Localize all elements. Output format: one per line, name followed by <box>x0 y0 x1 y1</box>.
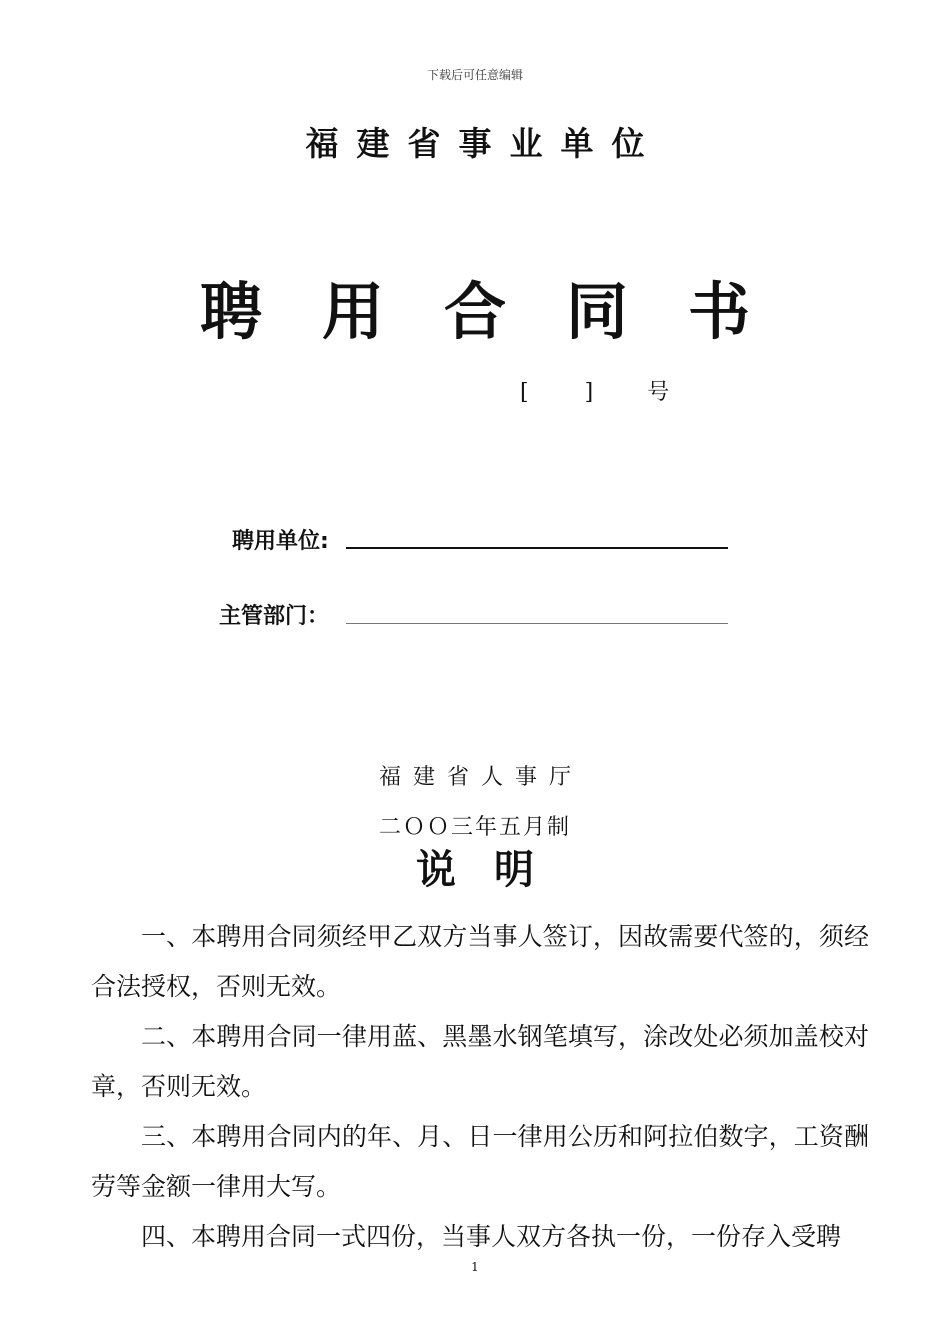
issuer: 福建省人事厅 <box>378 765 583 790</box>
note-item: 四、本聘用合同一式四份，当事人双方各执一份，一份存入受聘 <box>141 1222 842 1251</box>
department-field-line[interactable] <box>346 623 728 624</box>
department-label: 主管部门： <box>219 604 330 629</box>
number-bracket-open: [ <box>520 380 529 405</box>
notes-title: 说明 <box>416 846 572 893</box>
document-number <box>520 375 669 406</box>
employer-label: 聘用单位: <box>232 529 329 554</box>
notes-body <box>91 912 869 1262</box>
page-number: 1 <box>471 1260 479 1274</box>
note-item: 三、本聘用合同内的年、月、日一律用公历和阿拉伯数字，工资酬劳等金额一律用大写。 <box>91 1122 869 1201</box>
note-item: 二、本聘用合同一律用蓝、黑墨水钢笔填写，涂改处必须加盖校对章，否则无效。 <box>91 1022 869 1101</box>
header-note: 下载后可任意编辑 <box>426 68 523 82</box>
number-suffix: 号 <box>647 380 670 405</box>
issue-date: 二ＯＯ三年五月制 <box>378 815 571 840</box>
number-bracket-close: ] <box>584 380 594 405</box>
document-subtitle: 福建省事业单位 <box>305 124 663 163</box>
document-title: 聘用合同书 <box>199 275 810 348</box>
note-item: 一、本聘用合同须经甲乙双方当事人签订，因故需要代签的，须经合法授权，否则无效。 <box>91 922 869 1001</box>
employer-field-line[interactable] <box>346 547 728 549</box>
